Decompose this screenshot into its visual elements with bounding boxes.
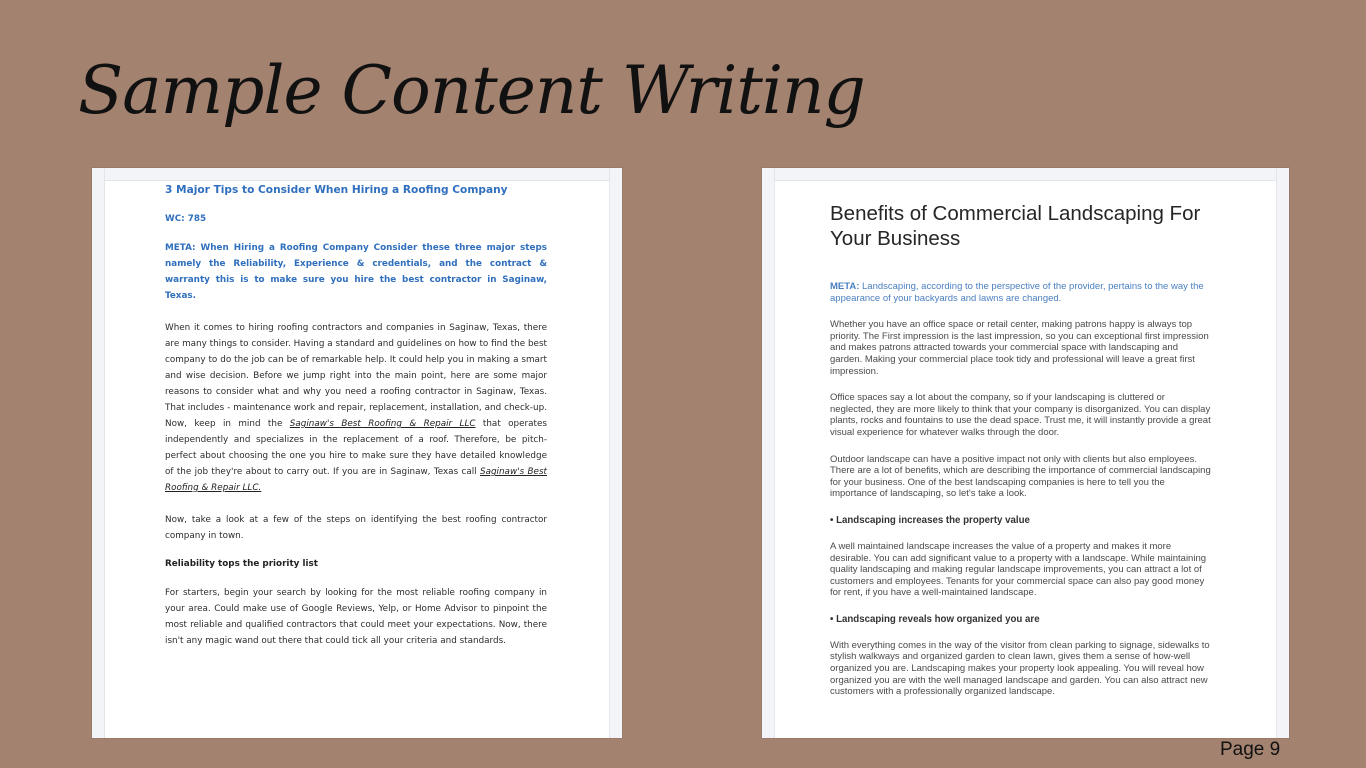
- word-count: WC: 785: [165, 214, 207, 224]
- document-preview-landscaping: [762, 168, 1289, 738]
- paragraph: For starters, begin your search by looking for the most reliable roofing company in your area. Could make use of Google Reviews, Yelp, or Home Advisor to pinpoint the most reliable and qualified contractors that could meet your expectations. Now, there isn't any magic wand out there that could tick all your criteria and standards.: [165, 588, 547, 646]
- paragraph-text: that operates independently and specializes in the replacement of a roof. Therefore, be pitch-perfect about choosing the one you hire to make sure they have detailed knowledge of the job they're about to carry out. If you are in Saginaw, Texas call: [165, 419, 547, 477]
- page-number: Page 9: [1220, 739, 1281, 760]
- meta-description: [830, 281, 1211, 304]
- company-link[interactable]: Saginaw's Best Roofing & Repair LLC.: [165, 467, 547, 493]
- meta-label: META:: [830, 281, 860, 292]
- meta-text: Landscaping, according to the perspective of the provider, pertains to the way the appearance of your backyards and lawns are changed.: [830, 281, 1204, 304]
- paragraph: Office spaces say a lot about the company, so if your landscaping is cluttered or neglected, they are more likely to think that your company is disorganized. You can display plants, rocks and fountains to use the dead space. Trust me, it will instantly provide a great visual experience for whatever walks through the door.: [830, 392, 1211, 438]
- doc-title: Benefits of Commercial Landscaping For Your Business: [830, 202, 1201, 250]
- paragraph: With everything comes in the way of the visitor from clean parking to signage, sidewalks to stylish walkways and organized garden to clean lawn, gives them a sense of how-well organized you are. Landscaping makes your property look appealing. You will reveal how organized you are with the well managed landscape and garden. You can also attract new customers with a professionally organized landscape.: [830, 639, 1210, 698]
- bullet-heading: • Landscaping increases the property value: [830, 514, 1030, 526]
- doc-title: 3 Major Tips to Consider When Hiring a Roofing Company: [165, 184, 508, 196]
- company-link[interactable]: Saginaw's Best Roofing & Repair LLC: [289, 419, 476, 429]
- paragraph: Whether you have an office space or retail center, making patrons happy is always top priority. The First impression is the last impression, so you can exceptional first impression and makes patrons attracted towards your commercial space with landscaping and garden. Making your commercial place took tidy and professional will leave a great first impression.: [830, 319, 1209, 377]
- meta-description: META: When Hiring a Roofing Company Consider these three major steps namely the Reliability, Experience & credentials, and the contract & warranty this is to make sure you hire the best contractor in Saginaw, Texas.: [165, 243, 547, 301]
- document-body: [165, 180, 547, 649]
- paragraph-text: When it comes to hiring roofing contractors and companies in Saginaw, Texas, there are many things to consider. Having a standard and guidelines on how to find the best company to do the job can be of remarkable help. It could help you in making a smart and wise decision. Before we jump right into the main point, here are some major reasons to consider what and why you need a roofing contractor in Saginaw, Texas. That includes - maintenance work and repair, replacement, installation, and check-up. Now, keep in mind the: [165, 323, 547, 429]
- document-body: [830, 168, 1211, 698]
- paragraph: [165, 320, 547, 496]
- document-preview-roofing: [92, 168, 622, 738]
- section-subheading: Reliability tops the priority list: [165, 559, 318, 569]
- paragraph: Outdoor landscape can have a positive impact not only with clients but also employees. There are a lot of benefits, which are describing the importance of commercial landscaping for your business. One of the best landscaping companies is here to tell you the importance of landscaping, so let's take a look.: [830, 453, 1211, 500]
- paragraph: A well maintained landscape increases the value of a property and makes it more desirable. You can add significant value to a property with a landscape. While maintaining quality landscaping and making regular landscape improvements, you can attract a lot of customers and employees. Tenants for your commercial space can also pay good money for rent, if you have a well-maintained landscape.: [830, 540, 1207, 599]
- paragraph: Now, take a look at a few of the steps on identifying the best roofing contractor company in town.: [165, 515, 547, 541]
- page-heading: Sample Content Writing: [78, 52, 865, 129]
- bullet-heading: • Landscaping reveals how organized you are: [830, 613, 1040, 625]
